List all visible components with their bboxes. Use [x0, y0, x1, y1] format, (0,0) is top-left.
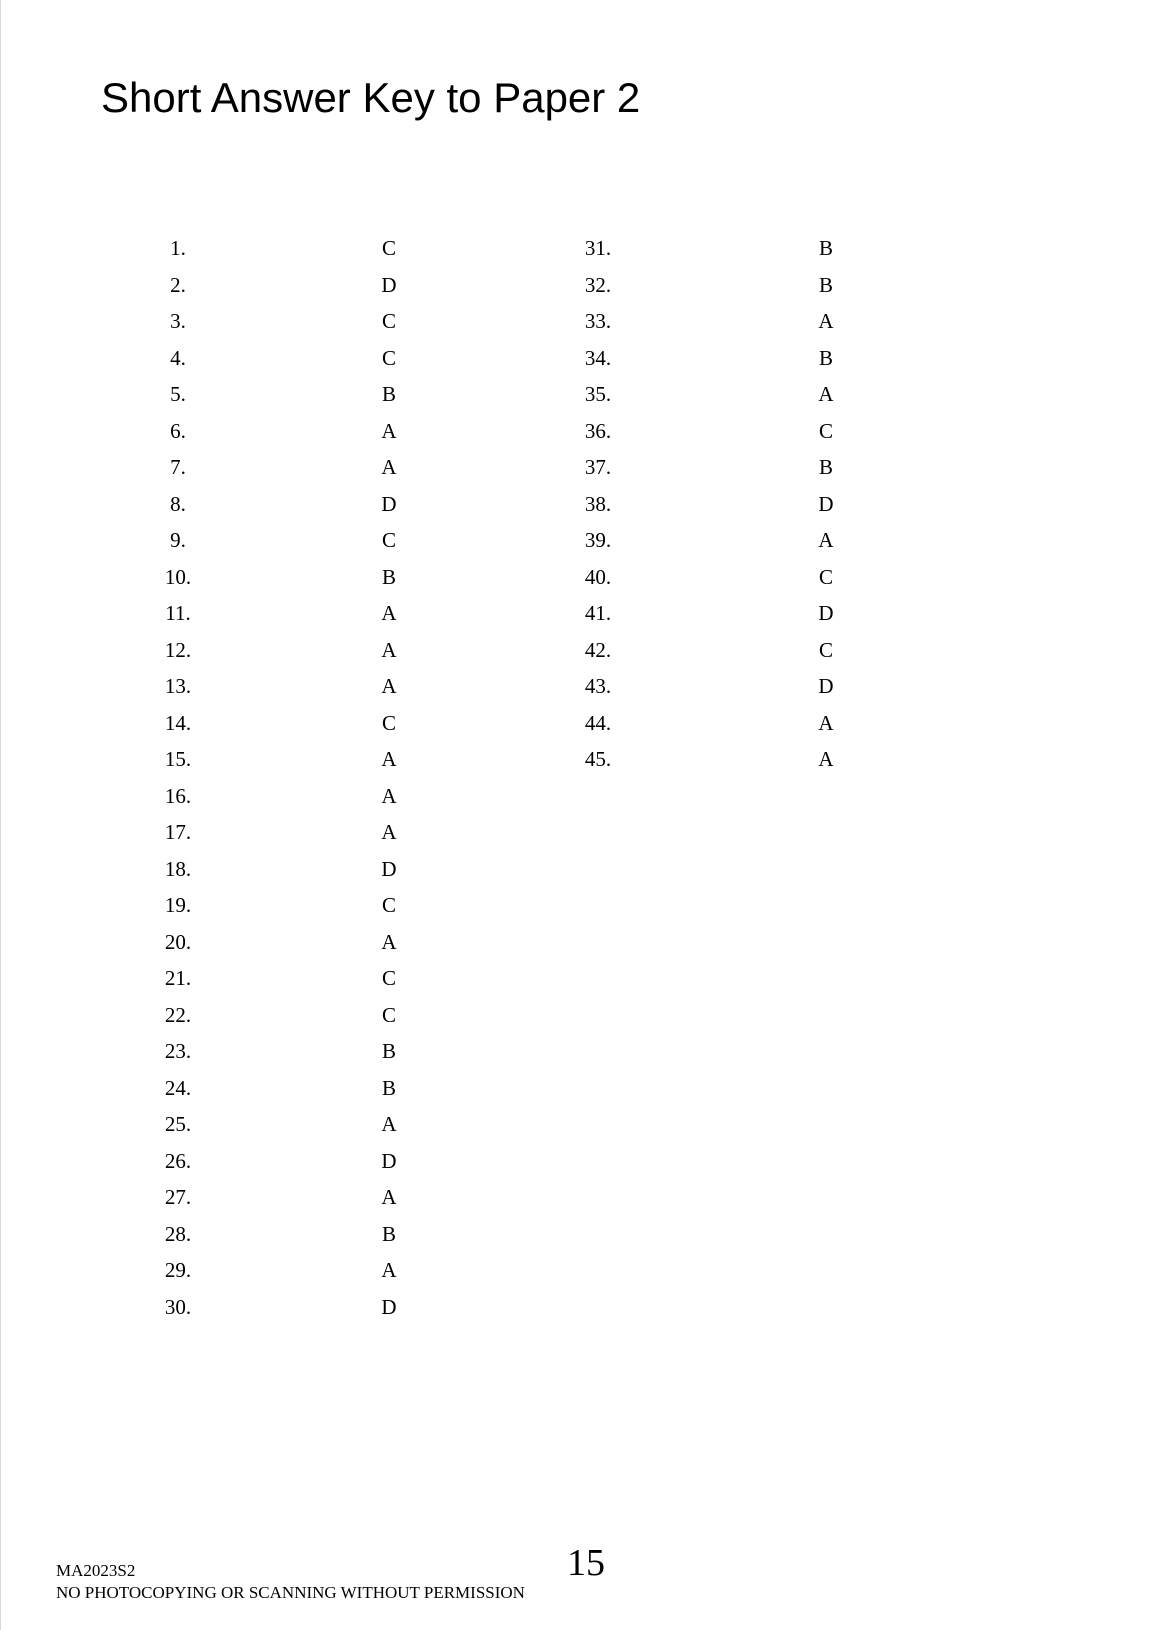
- question-number: 22.: [164, 1002, 192, 1027]
- answer-letter: C: [381, 966, 396, 990]
- answer-letter: A: [818, 710, 834, 735]
- answer-letter: A: [818, 309, 834, 333]
- question-number: 8.: [170, 491, 186, 516]
- question-number: 42.: [584, 637, 612, 662]
- answer-letter: D: [381, 272, 397, 297]
- answer-letter: B: [818, 236, 833, 260]
- answer-letter: A: [381, 674, 397, 698]
- answer-row: [1, 923, 1152, 961]
- answer-letter: D: [818, 491, 834, 516]
- question-number: 45.: [584, 747, 612, 771]
- answer-row: [1, 813, 1152, 851]
- answer-letter: A: [381, 1258, 397, 1282]
- answer-letter: A: [818, 382, 834, 406]
- answer-letter: C: [818, 564, 833, 589]
- question-number: 26.: [164, 1148, 192, 1173]
- answer-key-grid: [1, 0, 1152, 1630]
- answer-row: [1, 1032, 1152, 1070]
- answer-letter: A: [381, 783, 397, 808]
- question-number: 6.: [170, 418, 186, 443]
- answer-letter: B: [818, 272, 833, 297]
- answer-letter: C: [381, 345, 396, 370]
- question-number: 13.: [164, 674, 192, 698]
- question-number: 15.: [164, 747, 192, 771]
- question-number: 19.: [164, 893, 192, 917]
- answer-letter: A: [381, 1185, 397, 1209]
- answer-letter: B: [818, 345, 833, 370]
- answer-row: [1, 266, 1152, 304]
- answer-letter: C: [381, 236, 396, 260]
- question-number: 30.: [164, 1294, 192, 1319]
- answer-row: [1, 375, 1152, 413]
- answer-letter: B: [381, 1221, 396, 1246]
- answer-row: [1, 594, 1152, 632]
- answer-letter: C: [381, 1002, 396, 1027]
- paper-code: MA2023S2: [56, 1561, 136, 1580]
- answer-row: [1, 521, 1152, 559]
- answer-letter: A: [381, 637, 397, 662]
- question-number: 21.: [164, 966, 192, 990]
- question-number: 10.: [164, 564, 192, 589]
- answer-letter: C: [818, 637, 833, 662]
- answer-row: [1, 1288, 1152, 1326]
- answer-letter: C: [818, 418, 833, 443]
- answer-row: [1, 339, 1152, 377]
- answer-letter: A: [381, 929, 397, 954]
- answer-letter: B: [381, 1075, 396, 1100]
- page-number: 15: [567, 1542, 605, 1584]
- copyright-notice: NO PHOTOCOPYING OR SCANNING WITHOUT PERMISSION: [56, 1583, 525, 1602]
- question-number: 11.: [165, 601, 191, 625]
- answer-row: [1, 704, 1152, 742]
- question-number: 3.: [170, 309, 186, 333]
- question-number: 38.: [584, 491, 612, 516]
- question-number: 25.: [164, 1112, 192, 1136]
- answer-letter: B: [381, 564, 396, 589]
- answer-letter: D: [381, 856, 397, 881]
- answer-letter: A: [381, 1112, 397, 1136]
- answer-row: [1, 959, 1152, 997]
- answer-letter: A: [818, 747, 834, 771]
- question-number: 34.: [584, 345, 612, 370]
- answer-row: [1, 777, 1152, 815]
- question-number: 2.: [170, 272, 186, 297]
- answer-row: [1, 229, 1152, 267]
- question-number: 16.: [164, 783, 192, 808]
- question-number: 1.: [170, 236, 186, 260]
- answer-letter: B: [818, 455, 833, 479]
- question-number: 18.: [164, 856, 192, 881]
- question-number: 20.: [164, 929, 192, 954]
- answer-letter: A: [381, 820, 397, 844]
- answer-letter: A: [818, 528, 834, 552]
- answer-letter: A: [381, 418, 397, 443]
- question-number: 37.: [584, 455, 612, 479]
- answer-row: [1, 631, 1152, 669]
- answer-row: [1, 740, 1152, 778]
- question-number: 4.: [170, 345, 186, 370]
- answer-letter: A: [381, 455, 397, 479]
- answer-row: [1, 996, 1152, 1034]
- question-number: 33.: [584, 309, 612, 333]
- answer-row: [1, 1215, 1152, 1253]
- page-title: Short Answer Key to Paper 2: [101, 74, 641, 121]
- answer-letter: D: [381, 491, 397, 516]
- answer-row: [1, 1069, 1152, 1107]
- answer-row: [1, 667, 1152, 705]
- answer-row: [1, 412, 1152, 450]
- answer-letter: D: [381, 1148, 397, 1173]
- answer-row: [1, 485, 1152, 523]
- question-number: 9.: [170, 528, 186, 552]
- question-number: 44.: [584, 710, 612, 735]
- answer-letter: C: [381, 893, 396, 917]
- answer-letter: A: [381, 601, 397, 625]
- answer-letter: C: [381, 309, 396, 333]
- question-number: 28.: [164, 1221, 192, 1246]
- question-number: 5.: [170, 382, 186, 406]
- question-number: 36.: [584, 418, 612, 443]
- answer-letter: D: [818, 674, 834, 698]
- question-number: 12.: [164, 637, 192, 662]
- answer-row: [1, 302, 1152, 340]
- question-number: 32.: [584, 272, 612, 297]
- answer-letter: B: [381, 382, 396, 406]
- question-number: 29.: [164, 1258, 192, 1282]
- answer-row: [1, 1142, 1152, 1180]
- answer-letter: B: [381, 1039, 396, 1063]
- question-number: 41.: [584, 601, 612, 625]
- question-number: 27.: [164, 1185, 192, 1209]
- answer-row: [1, 850, 1152, 888]
- answer-letter: A: [381, 747, 397, 771]
- question-number: 39.: [584, 528, 612, 552]
- answer-row: [1, 886, 1152, 924]
- answer-row: [1, 448, 1152, 486]
- question-number: 14.: [164, 710, 192, 735]
- answer-letter: C: [381, 528, 396, 552]
- answer-row: [1, 1178, 1152, 1216]
- answer-letter: D: [381, 1294, 397, 1319]
- question-number: 31.: [584, 236, 612, 260]
- question-number: 24.: [164, 1075, 192, 1100]
- question-number: 43.: [584, 674, 612, 698]
- answer-letter: C: [381, 710, 396, 735]
- question-number: 17.: [164, 820, 192, 844]
- question-number: 23.: [164, 1039, 192, 1063]
- answer-row: [1, 1105, 1152, 1143]
- question-number: 35.: [584, 382, 612, 406]
- answer-row: [1, 1251, 1152, 1289]
- answer-row: [1, 558, 1152, 596]
- question-number: 40.: [584, 564, 612, 589]
- answer-letter: D: [818, 601, 834, 625]
- question-number: 7.: [170, 455, 186, 479]
